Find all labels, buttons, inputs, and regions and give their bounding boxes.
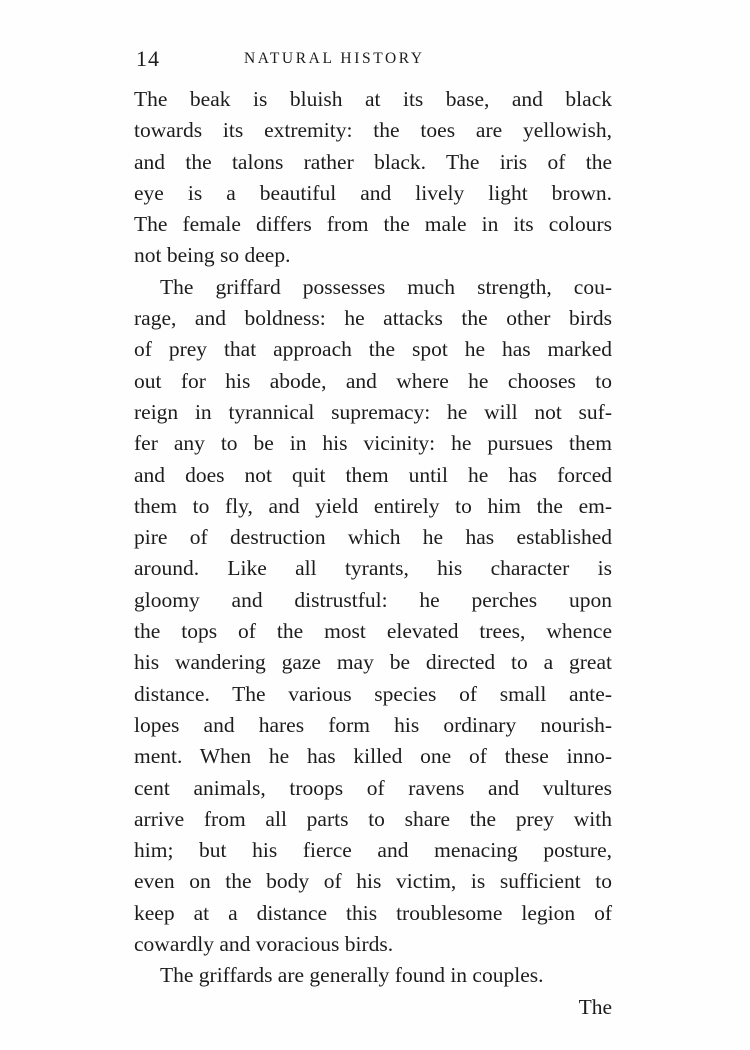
catchword: The [578, 994, 612, 1019]
text-line: fer any to be in his vicinity: he pursues them [134, 431, 612, 456]
text-line: The griffards are generally found in couples. [160, 963, 544, 988]
text-line: ment. When he has killed one of these inno- [134, 744, 612, 769]
text-line: not being so deep. [134, 243, 291, 268]
text-line: pire of destruction which he has established [134, 525, 612, 550]
text-line: The female differs from the male in its colours [134, 212, 612, 237]
text-line: reign in tyrannical supremacy: he will not suf- [134, 399, 612, 424]
text-line: of prey that approach the spot he has marked [134, 337, 612, 362]
page-number: 14 [136, 46, 160, 71]
text-line: around. Like all tyrants, his character is [134, 556, 612, 581]
text-line: The griffard possesses much strength, cou- [160, 274, 612, 299]
text-line: eye is a beautiful and lively light brown. [134, 180, 612, 205]
text-line: cent animals, troops of ravens and vultures [134, 775, 612, 800]
body-text [134, 84, 612, 1023]
text-line: lopes and hares form his ordinary nourish- [134, 712, 612, 737]
text-line: him; but his fierce and menacing posture, [134, 838, 612, 863]
text-line: towards its extremity: the toes are yellowish, [134, 118, 612, 143]
text-line: distance. The various species of small ante- [134, 681, 612, 706]
text-line: even on the body of his victim, is sufficient to [134, 869, 612, 894]
text-line: keep at a distance this troublesome legion of [134, 900, 612, 925]
text-line: the tops of the most elevated trees, whence [134, 619, 612, 644]
text-line: out for his abode, and where he chooses to [134, 368, 612, 393]
running-title: NATURAL HISTORY [244, 50, 425, 67]
text-line: cowardly and voracious birds. [134, 932, 394, 957]
text-line: his wandering gaze may be directed to a great [134, 650, 612, 675]
text-line: arrive from all parts to share the prey with [134, 806, 612, 831]
text-line: and does not quit them until he has forced [134, 462, 612, 487]
text-line: The beak is bluish at its base, and black [134, 87, 612, 111]
text-line: gloomy and distrustful: he perches upon [134, 587, 612, 612]
text-line: rage, and boldness: he attacks the other birds [134, 306, 612, 331]
text-line: and the talons rather black. The iris of the [134, 149, 612, 174]
running-head [136, 46, 610, 76]
text-line: them to fly, and yield entirely to him the em- [134, 493, 612, 518]
